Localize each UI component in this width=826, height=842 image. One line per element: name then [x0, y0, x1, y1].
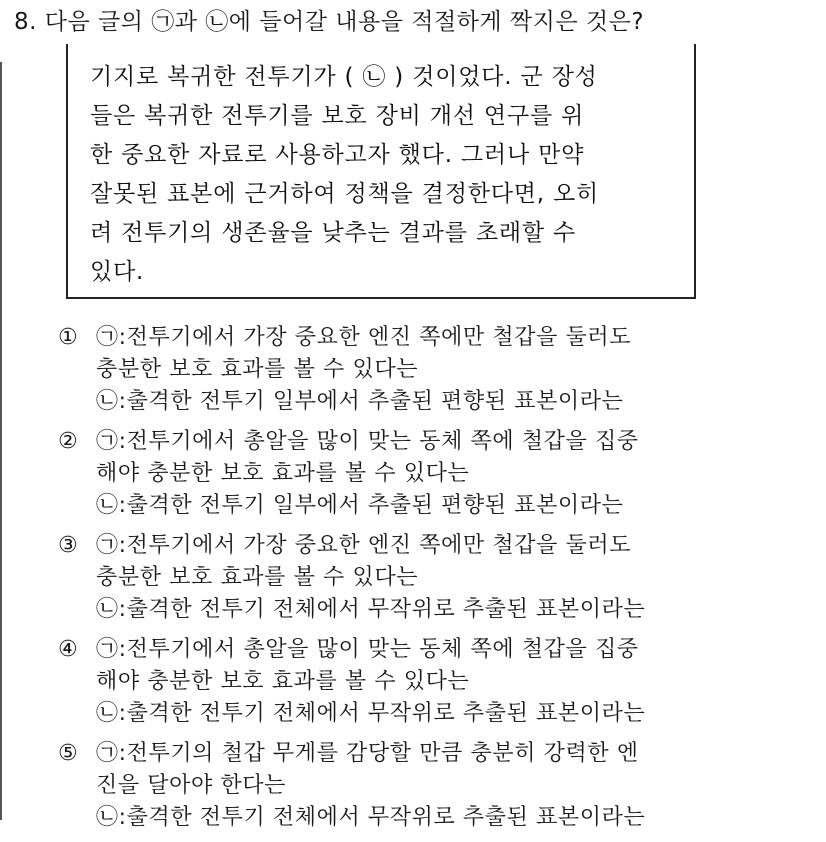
option-text-a: ㉠:전투기에서 총알을 많이 맞는 동체 쪽에 철갑을 집중 — [96, 429, 639, 454]
option-text-a-cont: 해야 충분한 보호 효과를 볼 수 있다는 — [96, 461, 470, 486]
option-text-a: ㉠:전투기의 철갑 무게를 감당할 만큼 충분히 강력한 엔 — [96, 741, 639, 766]
option-text-b: ㉡:출격한 전투기 전체에서 무작위로 추출된 표본이라는 — [96, 597, 646, 622]
option-text-a: ㉠:전투기에서 총알을 많이 맞는 동체 쪽에 철갑을 집중 — [96, 637, 639, 662]
passage-line: 려 전투기의 생존율을 낮추는 결과를 초래할 수 — [90, 220, 577, 246]
option-text-b: ㉡:출격한 전투기 일부에서 추출된 편향된 표본이라는 — [96, 389, 624, 414]
option-number: ⑤ — [58, 741, 79, 766]
passage-line: 잘못된 표본에 근거하여 정책을 결정한다면, 오히 — [90, 181, 600, 207]
option-number: ② — [58, 429, 79, 454]
passage-line: 있다. — [90, 259, 145, 285]
option-text-a-cont: 충분한 보호 효과를 볼 수 있다는 — [96, 357, 419, 382]
answer-options — [58, 322, 645, 842]
option-text-a: ㉠:전투기에서 가장 중요한 엔진 쪽에만 철갑을 둘러도 — [96, 533, 632, 558]
option-number: ④ — [58, 637, 79, 662]
option-text-b: ㉡:출격한 전투기 일부에서 추출된 편향된 표본이라는 — [96, 493, 624, 518]
question-text: 8. 다음 글의 ㉠과 ㉡에 들어갈 내용을 적절하게 짝지은 것은? — [14, 9, 645, 35]
left-margin-rule — [0, 62, 2, 820]
option-2[interactable] — [58, 426, 645, 522]
option-text-b: ㉡:출격한 전투기 전체에서 무작위로 추출된 표본이라는 — [96, 805, 646, 830]
passage-line: 들은 복귀한 전투기를 보호 장비 개선 연구를 위 — [90, 103, 585, 129]
option-text-b: ㉡:출격한 전투기 전체에서 무작위로 추출된 표본이라는 — [96, 701, 646, 726]
option-number: ① — [58, 325, 79, 350]
option-3[interactable] — [58, 530, 645, 626]
passage-line: 한 중요한 자료로 사용하고자 했다. 그러나 만약 — [90, 142, 585, 168]
passage-box — [66, 44, 696, 299]
option-4[interactable] — [58, 634, 645, 730]
passage-line: 기지로 복귀한 전투기가 ( ㉡ ) 것이었다. 군 장성 — [90, 64, 598, 90]
option-text-a-cont: 충분한 보호 효과를 볼 수 있다는 — [96, 565, 419, 590]
option-1[interactable] — [58, 322, 645, 418]
option-number: ③ — [58, 533, 79, 558]
option-text-a-cont: 해야 충분한 보호 효과를 볼 수 있다는 — [96, 669, 470, 694]
option-text-a: ㉠:전투기에서 가장 중요한 엔진 쪽에만 철갑을 둘러도 — [96, 325, 632, 350]
option-text-a-cont: 진을 달아야 한다는 — [96, 773, 287, 798]
